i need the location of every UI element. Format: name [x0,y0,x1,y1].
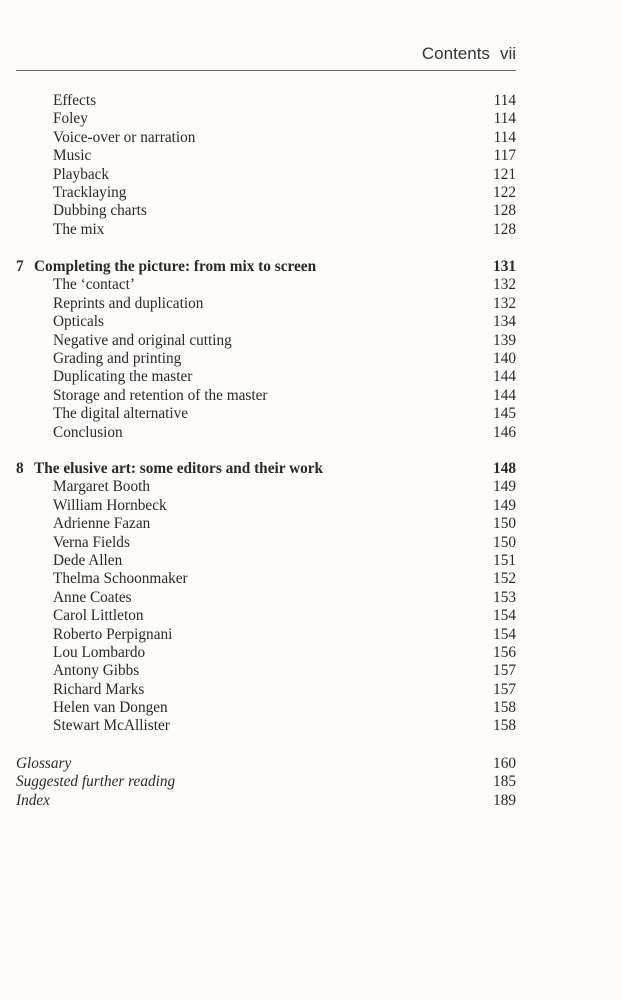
toc-entry [16,405,516,423]
toc-entry [16,662,516,680]
toc-continued-section [16,92,516,239]
chapter-number: 8 [16,460,24,477]
toc-entry-page: 158 [493,699,516,717]
chapter-title: Completing the picture: from mix to screen [34,258,317,275]
toc-entry-title: Verna Fields [53,533,130,551]
toc-entry [16,332,516,350]
chapter-heading [16,460,516,478]
toc-entry-page: 150 [493,515,516,533]
toc-entry [16,184,516,202]
toc-entry-title: Antony Gibbs [53,662,140,680]
toc-entry [16,699,516,717]
toc-entry-title: Stewart McAllister [53,717,170,735]
toc-entry [16,313,516,331]
back-matter-title: Index [16,791,50,809]
toc-entry [16,147,516,165]
toc-entry-page: 154 [493,625,516,643]
toc-entry-title: Helen van Dongen [53,699,168,717]
toc-entry-title: William Hornbeck [53,496,167,514]
toc-entry [16,221,516,239]
toc-entry-page: 132 [493,294,516,312]
toc-entry-page: 128 [493,220,516,238]
toc-entry-page: 114 [493,128,516,146]
toc-entry-title: Conclusion [53,423,123,441]
toc-entry [16,478,516,496]
toc-entry [16,681,516,699]
toc-entry-title: Music [53,147,92,165]
chapter-number: 7 [16,258,24,275]
toc-entry-page: 134 [493,313,516,331]
toc-entry-page: 146 [493,423,516,441]
toc-entry-title: Playback [53,165,110,183]
toc-entry [16,92,516,110]
toc-entry-title: Duplicating the master [53,368,193,386]
toc-entry-page: 151 [493,551,516,569]
toc-entry [16,497,516,515]
toc-entry-title: Foley [53,110,88,128]
toc-entry-page: 152 [493,570,516,588]
toc-entry-page: 157 [493,662,516,680]
back-matter-entry [16,755,516,773]
toc-entry [16,424,516,442]
toc-entry-title: Negative and original cutting [53,331,232,349]
toc-entry-page: 150 [493,533,516,551]
toc-entry-title: Storage and retention of the master [53,386,268,404]
toc-entry-title: Effects [53,92,97,109]
toc-entry-title: Dubbing charts [53,202,147,220]
chapter-title: The elusive art: some editors and their work [34,460,324,477]
toc-entry-page: 144 [493,386,516,404]
toc-entry-page: 121 [493,165,516,183]
page-folio: vii [499,44,516,63]
toc-entry-page: 140 [493,349,516,367]
chapter-page: 131 [493,258,516,275]
running-header [16,42,516,71]
back-matter-title: Suggested further reading [16,773,176,791]
back-matter-page: 189 [493,791,516,809]
toc-entry [16,552,516,570]
toc-chapter-7 [16,258,516,442]
toc-entry-page: 139 [493,331,516,349]
toc-entry-page: 156 [493,643,516,661]
toc-entry-page: 122 [493,183,516,201]
toc-entry [16,368,516,386]
chapter-heading [16,258,516,276]
toc-entry [16,626,516,644]
toc-entry-page: 158 [493,717,516,735]
toc-entry-title: Thelma Schoonmaker [53,570,188,588]
toc-entry-page: 117 [493,147,516,165]
toc-entry [16,295,516,313]
toc-entry-page: 157 [493,680,516,698]
toc-entry-page: 128 [493,202,516,220]
toc-entry-page: 149 [493,478,516,496]
toc-entry [16,515,516,533]
toc-entry-title: The mix [53,220,105,238]
toc-entry-page: 144 [493,368,516,386]
toc-entry-title: Grading and printing [53,349,182,367]
toc-entry [16,129,516,147]
toc-entry-title: Tracklaying [53,183,127,201]
toc-entry [16,607,516,625]
toc-entry-title: The ‘contact’ [53,276,135,294]
toc-entry-page: 145 [493,405,516,423]
chapter-page: 148 [493,460,516,477]
back-matter-page: 185 [493,773,516,791]
back-matter-entry [16,773,516,791]
toc-entry-title: Opticals [53,313,104,331]
toc-entry [16,717,516,735]
toc-entry [16,589,516,607]
back-matter-entry [16,792,516,810]
toc-entry-page: 154 [493,607,516,625]
toc-entry-title: Voice-over or narration [53,128,196,146]
toc-entry [16,110,516,128]
toc-entry-title: Anne Coates [53,588,132,606]
back-matter-page: 160 [493,755,516,772]
toc-chapter-8 [16,460,516,736]
toc-entry-title: Lou Lombardo [53,643,146,661]
toc-entry [16,387,516,405]
toc-entry-title: Roberto Perpignani [53,625,173,643]
toc-entry-title: Carol Littleton [53,607,144,625]
toc-entry [16,202,516,220]
toc-entry-page: 153 [493,588,516,606]
toc-entry-page: 149 [493,496,516,514]
toc-entry-title: Margaret Booth [53,478,151,496]
toc-entry [16,276,516,294]
toc-entry-title: Richard Marks [53,680,145,698]
toc-entry-title: Dede Allen [53,551,123,569]
toc-entry-page: 132 [493,276,516,294]
toc-entry [16,570,516,588]
running-title: Contents [421,44,490,63]
toc-entry-title: Adrienne Fazan [53,515,151,533]
toc-entry [16,350,516,368]
toc-entry [16,166,516,184]
back-matter-title: Glossary [16,755,72,772]
toc-entry-page: 114 [493,110,516,128]
toc-entry [16,644,516,662]
toc-entry-title: The digital alternative [53,405,189,423]
toc-back-matter [16,755,516,810]
toc-entry-page: 114 [493,92,516,109]
toc-entry [16,534,516,552]
toc-entry-title: Reprints and duplication [53,294,204,312]
